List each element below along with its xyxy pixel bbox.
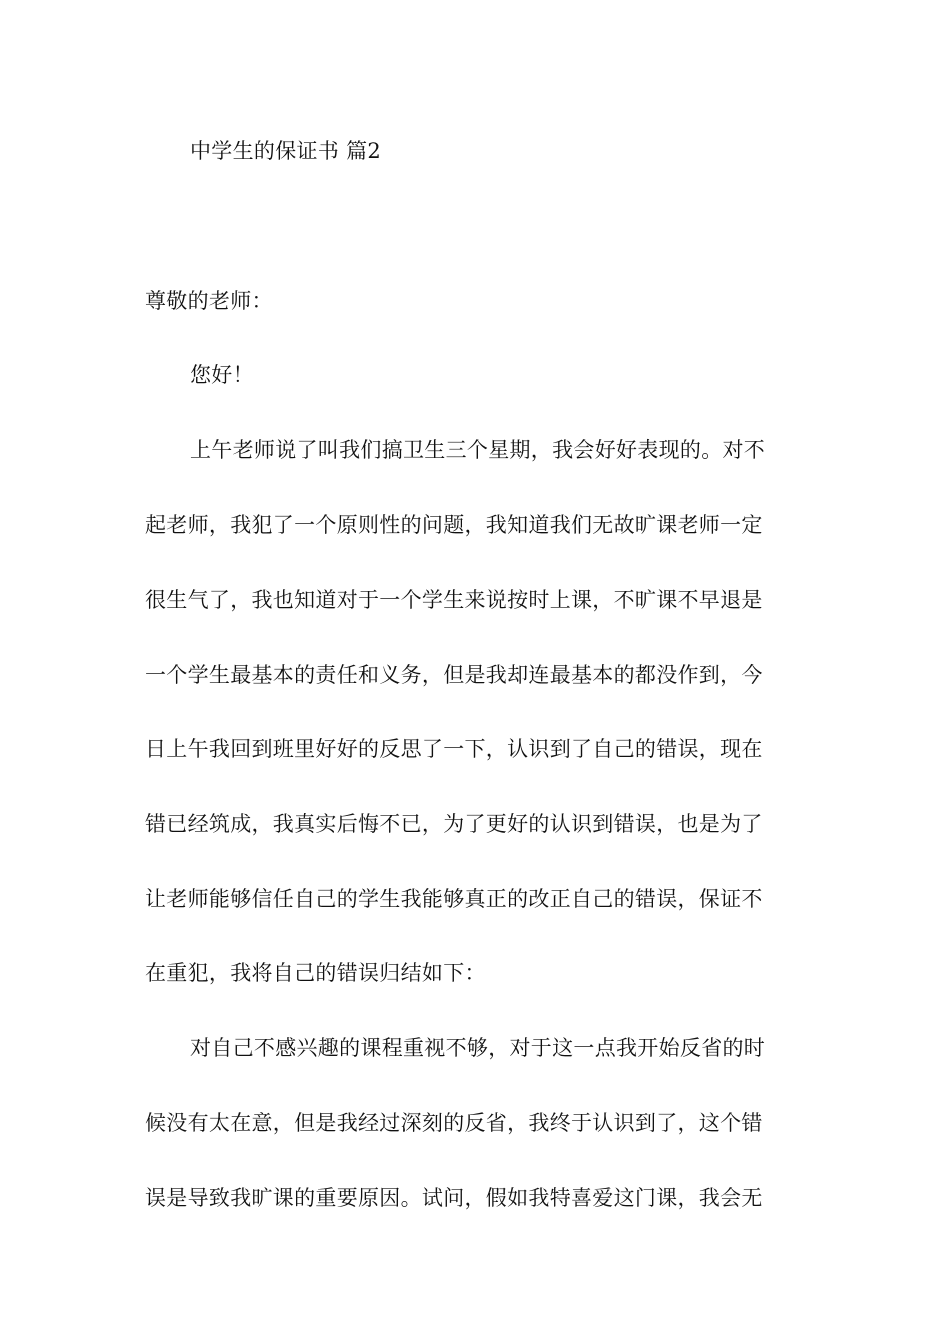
- paragraph-2-line-3: 误是导致我旷课的重要原因。试问，假如我特喜爱这门课，我会无: [145, 1186, 763, 1210]
- paragraph-1-line-5: 日上午我回到班里好好的反思了一下，认识到了自己的错误，现在: [145, 737, 763, 761]
- paragraph-1-line-6: 错已经筑成，我真实后悔不已，为了更好的认识到错误，也是为了: [145, 812, 763, 836]
- document-title: 中学生的保证书 篇2: [190, 139, 382, 163]
- paragraph-1-line-4: 一个学生最基本的责任和义务，但是我却连最基本的都没作到，今: [145, 663, 763, 687]
- paragraph-1-line-8: 在重犯，我将自己的错误归结如下：: [145, 961, 486, 985]
- salutation: 尊敬的老师：: [145, 289, 273, 313]
- paragraph-1-line-2: 起老师，我犯了一个原则性的问题，我知道我们无故旷课老师一定: [145, 513, 763, 537]
- paragraph-1-line-3: 很生气了，我也知道对于一个学生来说按时上课，不旷课不早退是: [145, 588, 763, 612]
- paragraph-1-line-7: 让老师能够信任自己的学生我能够真正的改正自己的错误，保证不: [145, 887, 763, 911]
- paragraph-1-line-1: 上午老师说了叫我们搞卫生三个星期，我会好好表现的。对不: [190, 438, 766, 462]
- paragraph-2-line-1: 对自己不感兴趣的课程重视不够，对于这一点我开始反省的时: [190, 1036, 766, 1060]
- paragraph-2-line-2: 候没有太在意，但是我经过深刻的反省，我终于认识到了，这个错: [145, 1111, 763, 1135]
- greeting: 您好！: [190, 363, 254, 387]
